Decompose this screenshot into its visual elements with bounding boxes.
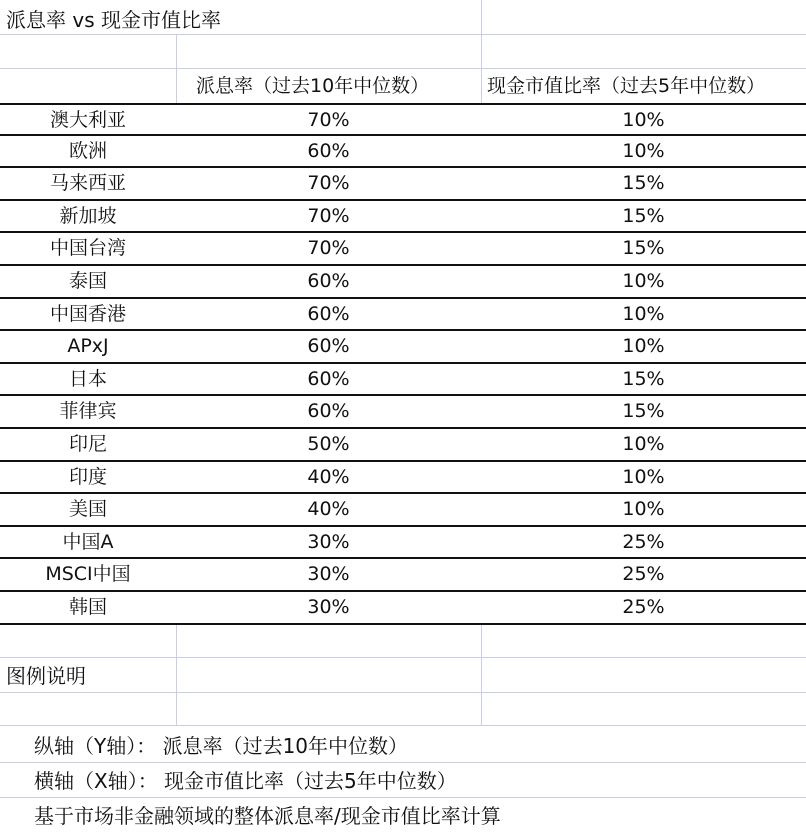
grid-row-line-7 bbox=[0, 797, 806, 798]
legend-x-axis[interactable]: 横轴（X轴）： 现金市值比率（过去5年中位数） bbox=[34, 769, 457, 793]
dividend-cell[interactable]: 30% bbox=[307, 595, 350, 618]
table-row[interactable] bbox=[0, 266, 806, 299]
grid-col-line-6 bbox=[481, 625, 482, 725]
dividend-cell[interactable]: 70% bbox=[307, 204, 350, 227]
table-row[interactable] bbox=[0, 494, 806, 527]
table-row[interactable] bbox=[0, 331, 806, 364]
grid-row-line-6 bbox=[0, 762, 806, 763]
dividend-cell[interactable]: 70% bbox=[307, 109, 350, 131]
dividend-cell[interactable]: 60% bbox=[307, 400, 350, 423]
fcf-cell[interactable]: 10% bbox=[622, 139, 665, 162]
market-cell[interactable]: 中国A bbox=[62, 530, 114, 553]
sheet-title[interactable]: 派息率 vs 现金市值比率 bbox=[6, 8, 221, 32]
fcf-cell[interactable]: 25% bbox=[622, 530, 665, 553]
fcf-cell[interactable]: 25% bbox=[622, 563, 665, 586]
dividend-cell[interactable]: 40% bbox=[307, 465, 350, 488]
fcf-cell[interactable]: 10% bbox=[622, 302, 665, 325]
fcf-cell[interactable]: 10% bbox=[622, 498, 665, 521]
market-cell[interactable]: 欧洲 bbox=[68, 139, 107, 162]
dividend-cell[interactable]: 60% bbox=[307, 302, 350, 325]
table-row[interactable] bbox=[0, 103, 806, 136]
fcf-cell[interactable]: 15% bbox=[622, 367, 665, 390]
dividend-cell[interactable]: 60% bbox=[307, 367, 350, 390]
table-row[interactable] bbox=[0, 396, 806, 429]
table-row[interactable] bbox=[0, 462, 806, 495]
header-dividend-payout[interactable]: 派息率（过去10年中位数） bbox=[196, 75, 430, 97]
table-row[interactable] bbox=[0, 233, 806, 266]
dividend-cell[interactable]: 50% bbox=[307, 432, 350, 455]
market-cell[interactable]: MSCI中国 bbox=[45, 563, 131, 586]
market-cell[interactable]: 中国台湾 bbox=[49, 237, 126, 260]
dividend-cell[interactable]: 30% bbox=[307, 530, 350, 553]
fcf-cell[interactable]: 10% bbox=[622, 432, 665, 455]
dividend-cell[interactable]: 70% bbox=[307, 237, 350, 260]
grid-row-line-2 bbox=[0, 68, 806, 69]
market-cell[interactable]: APxJ bbox=[67, 335, 109, 358]
market-cell[interactable]: 中国香港 bbox=[49, 302, 126, 325]
table-row[interactable] bbox=[0, 201, 806, 234]
fcf-cell[interactable]: 10% bbox=[622, 269, 665, 292]
legend-title[interactable]: 图例说明 bbox=[6, 664, 86, 688]
data-table bbox=[0, 103, 806, 625]
legend-y-axis[interactable]: 纵轴（Y轴）： 派息率（过去10年中位数） bbox=[34, 734, 409, 758]
market-cell[interactable]: 印尼 bbox=[68, 432, 107, 455]
grid-col-line-3 bbox=[176, 70, 177, 103]
market-cell[interactable]: 澳大利亚 bbox=[49, 109, 126, 131]
dividend-cell[interactable]: 70% bbox=[307, 172, 350, 195]
table-row[interactable] bbox=[0, 527, 806, 560]
table-row[interactable] bbox=[0, 429, 806, 462]
grid-col-line-5 bbox=[176, 625, 177, 725]
table-row[interactable] bbox=[0, 364, 806, 397]
grid-row-line-5 bbox=[0, 725, 806, 726]
fcf-cell[interactable]: 10% bbox=[622, 465, 665, 488]
dividend-cell[interactable]: 60% bbox=[307, 139, 350, 162]
market-cell[interactable]: 泰国 bbox=[68, 269, 107, 292]
dividend-cell[interactable]: 40% bbox=[307, 498, 350, 521]
grid-col-line-2 bbox=[481, 0, 482, 70]
grid-col-line-1 bbox=[176, 34, 177, 70]
market-cell[interactable]: 印度 bbox=[68, 465, 107, 488]
table-row[interactable] bbox=[0, 559, 806, 592]
grid-row-line-1 bbox=[0, 34, 806, 35]
dividend-cell[interactable]: 60% bbox=[307, 335, 350, 358]
market-cell[interactable]: 美国 bbox=[68, 498, 107, 521]
table-row[interactable] bbox=[0, 136, 806, 169]
fcf-cell[interactable]: 15% bbox=[622, 400, 665, 423]
table-row[interactable] bbox=[0, 168, 806, 201]
dividend-cell[interactable]: 60% bbox=[307, 269, 350, 292]
legend-note[interactable]: 基于市场非金融领域的整体派息率/现金市值比率计算 bbox=[34, 804, 501, 828]
fcf-cell[interactable]: 10% bbox=[622, 335, 665, 358]
grid-row-line-3 bbox=[0, 657, 806, 658]
table-row[interactable] bbox=[0, 299, 806, 332]
market-cell[interactable]: 马来西亚 bbox=[49, 172, 126, 195]
grid-col-line-4 bbox=[481, 70, 482, 103]
fcf-cell[interactable]: 10% bbox=[622, 109, 665, 131]
table-row[interactable] bbox=[0, 592, 806, 625]
market-cell[interactable]: 韩国 bbox=[68, 595, 107, 618]
fcf-cell[interactable]: 15% bbox=[622, 204, 665, 227]
market-cell[interactable]: 日本 bbox=[68, 367, 107, 390]
fcf-cell[interactable]: 15% bbox=[622, 237, 665, 260]
grid-row-line-4 bbox=[0, 692, 806, 693]
header-fcf-yield[interactable]: 现金市值比率（过去5年中位数） bbox=[487, 75, 766, 97]
market-cell[interactable]: 新加坡 bbox=[59, 204, 117, 227]
fcf-cell[interactable]: 25% bbox=[622, 595, 665, 618]
market-cell[interactable]: 菲律宾 bbox=[59, 400, 117, 423]
fcf-cell[interactable]: 15% bbox=[622, 172, 665, 195]
dividend-cell[interactable]: 30% bbox=[307, 563, 350, 586]
